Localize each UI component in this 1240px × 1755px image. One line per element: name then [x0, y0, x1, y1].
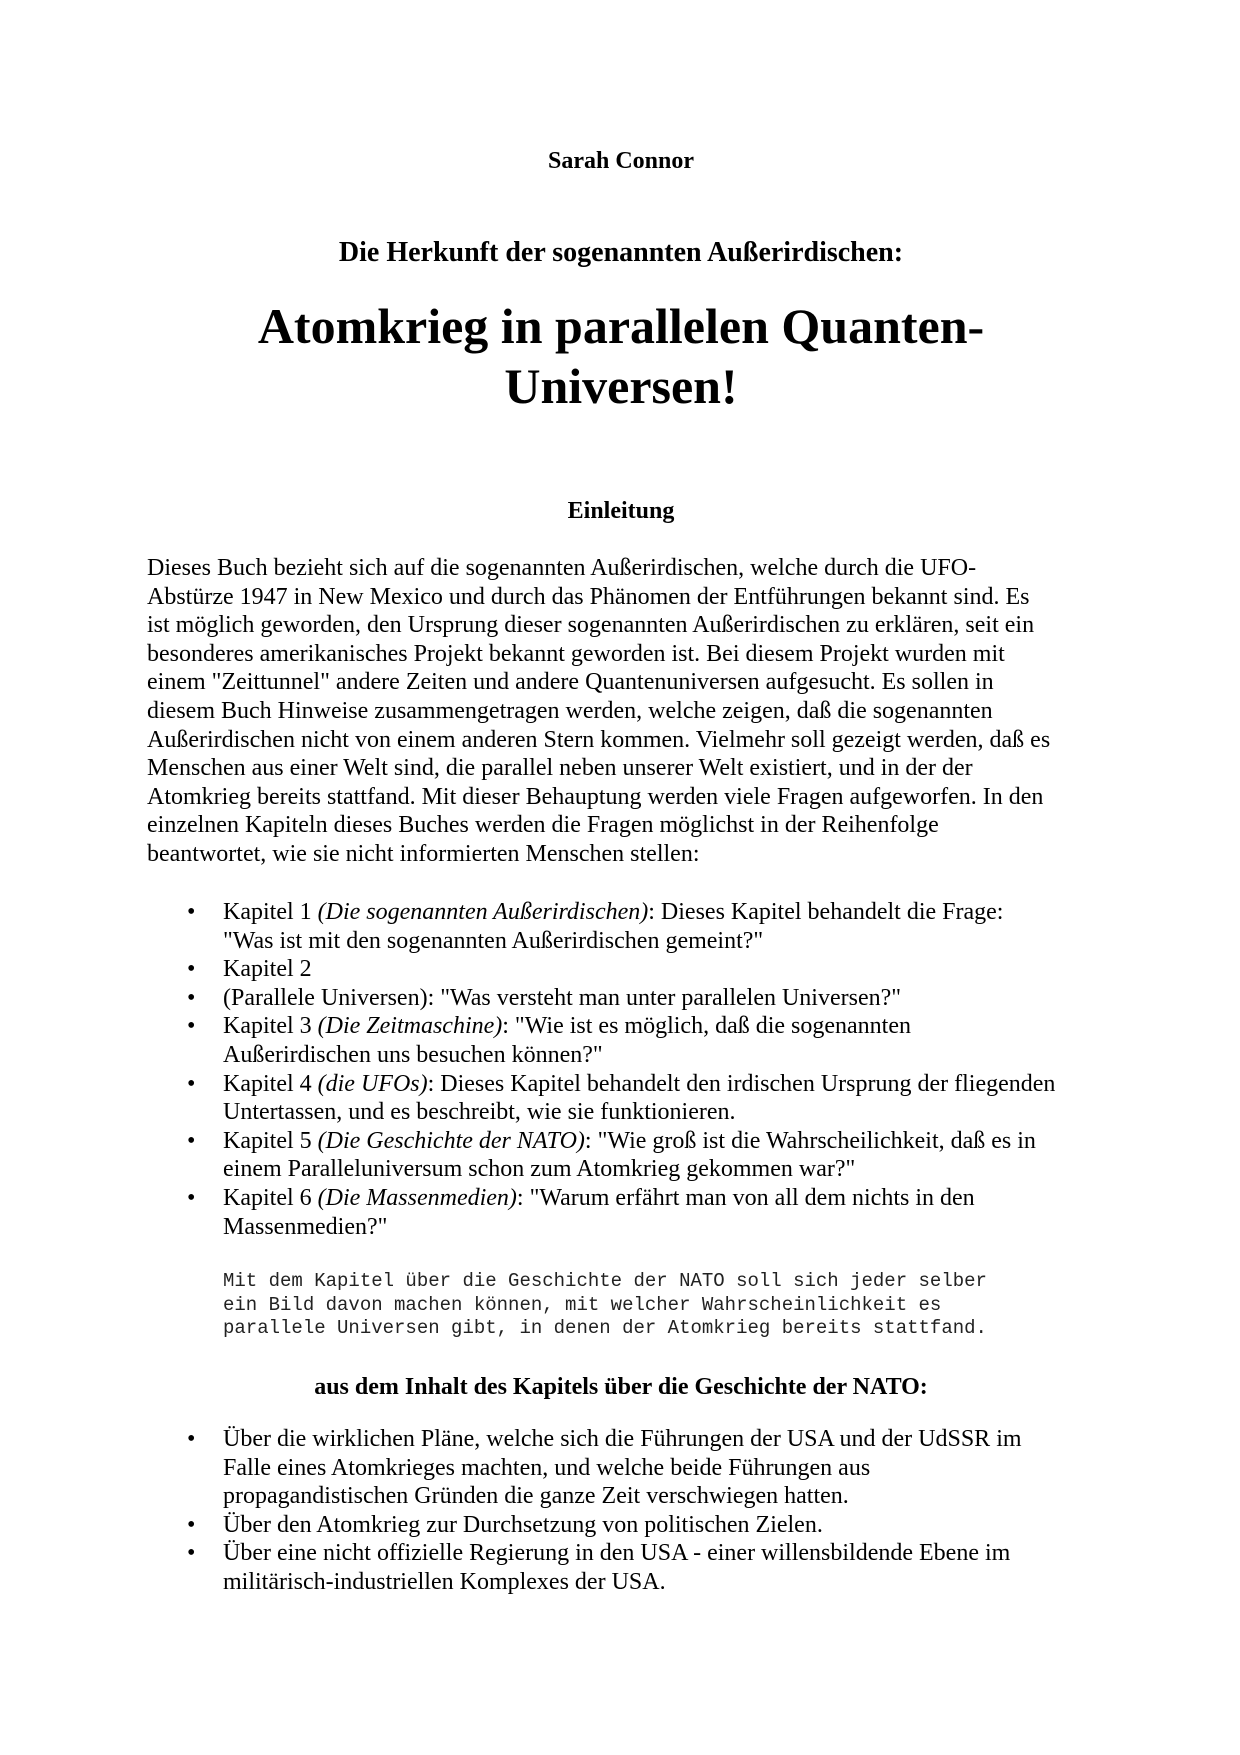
preformatted-note — [223, 1270, 1095, 1341]
contents-line: militärisch-industriellen Komplexes der USA. — [223, 1568, 666, 1595]
contents-list — [147, 1425, 1095, 1597]
chapter-description: : "Wie groß ist die Wahrscheilichkeit, daß es in — [584, 1127, 1036, 1154]
bullet-icon: • — [187, 1184, 196, 1211]
subtitle: Die Herkunft der sogenannten Außerirdischen: — [338, 237, 904, 268]
bullet-icon: • — [187, 1426, 196, 1452]
chapter-item-4 — [147, 1070, 1095, 1127]
bullet-icon: • — [187, 1511, 196, 1538]
contents-line: Über die wirklichen Pläne, welche sich die Führungen der USA und der UdSSR im — [223, 1426, 1022, 1452]
chapter-description: : "Warum erfährt man von all dem nichts in den — [516, 1184, 975, 1211]
chapter-description-cont: einem Paralleluniversum schon zum Atomkrieg gekommen war?" — [223, 1156, 856, 1183]
chapter-list — [147, 898, 1095, 1241]
chapter-label: Kapitel 5 — [223, 1127, 318, 1154]
intro-line: Außerirdischen nicht von einem anderen Stern kommen. Vielmehr soll gezeigt werden, daß es — [147, 726, 1051, 753]
chapter-label: Kapitel 3 — [223, 1013, 318, 1040]
title-line-1: Atomkrieg in parallelen Quanten- — [257, 298, 985, 354]
note-line: Mit dem Kapitel über die Geschichte der NATO soll sich jeder selber — [223, 1270, 987, 1292]
chapter-description-cont: Untertassen, und es beschreibt, wie sie funktionieren. — [223, 1099, 736, 1126]
chapter-item-5 — [147, 1127, 1095, 1184]
chapter-topic: (Die sogenannten Außerirdischen) — [317, 899, 649, 925]
chapter-label: Kapitel 1 — [223, 899, 318, 925]
contents-item-1 — [147, 1425, 1095, 1511]
intro-line: Abstürze 1947 in New Mexico und durch das Phänomen der Entführungen bekannt sind. Es — [147, 583, 1030, 610]
intro-line: besonderes amerikanisches Projekt bekannt geworden ist. Bei diesem Projekt wurden mit — [147, 640, 1005, 667]
intro-line: Dieses Buch bezieht sich auf die sogenannten Außerirdischen, welche durch die UFO- — [147, 555, 977, 581]
intro-line: beantwortet, wie sie nicht informierten Menschen stellen: — [147, 840, 700, 867]
chapter-item-1 — [147, 898, 1095, 955]
chapter-item-3 — [147, 1012, 1095, 1069]
intro-line: einem "Zeittunnel" andere Zeiten und andere Quantenuniversen aufgesucht. Es sollen in — [147, 669, 994, 696]
bullet-icon: • — [187, 984, 196, 1011]
chapter-description-cont: Massenmedien?" — [223, 1213, 388, 1240]
contents-item-3 — [147, 1539, 1095, 1596]
contents-heading: aus dem Inhalt des Kapitels über die Geschichte der NATO: — [314, 1374, 928, 1400]
chapter-topic: (die UFOs) — [317, 1070, 428, 1097]
intro-line: Menschen aus einer Welt sind, die parallel neben unserer Welt existiert, und in der der — [147, 755, 973, 782]
intro-line: Atomkrieg bereits stattfand. Mit dieser Behauptung werden viele Fragen aufgeworfen. In den — [147, 783, 1044, 810]
contents-line: Falle eines Atomkrieges machten, und welche beide Führungen aus — [223, 1454, 871, 1481]
chapter-label: Kapitel 6 — [223, 1184, 318, 1211]
contents-line: Über eine nicht offizielle Regierung in den USA - einer willensbildende Ebene im — [223, 1540, 1011, 1567]
contents-line: propagandistischen Gründen die ganze Zeit verschwiegen hatten. — [223, 1483, 849, 1510]
intro-line: diesem Buch Hinweise zusammengetragen werden, welche zeigen, daß die sogenannten — [147, 697, 993, 724]
chapter-topic: (Die Zeitmaschine) — [317, 1013, 503, 1040]
bullet-icon: • — [187, 1540, 196, 1567]
chapter-description-cont: "Was ist mit den sogenannten Außerirdischen gemeint?" — [223, 927, 764, 954]
intro-heading: Einleitung — [567, 498, 675, 524]
intro-line: einzelnen Kapiteln dieses Buches werden die Fragen möglichst in der Reihenfolge — [147, 812, 939, 839]
chapter-description: : "Wie ist es möglich, daß die sogenannten — [502, 1013, 912, 1040]
bullet-icon: • — [187, 1070, 196, 1097]
chapter-description: : Dieses Kapitel behandelt die Frage: — [648, 899, 1004, 925]
page-title — [147, 296, 1095, 416]
chapter-label: Kapitel 4 — [223, 1070, 318, 1097]
bullet-icon: • — [187, 899, 196, 925]
contents-line: Über den Atomkrieg zur Durchsetzung von politischen Zielen. — [223, 1511, 823, 1538]
chapter-item-6 — [147, 1184, 1095, 1241]
chapter-item-2-description — [147, 984, 1095, 1013]
title-line-2: Universen! — [504, 358, 738, 414]
note-line: ein Bild davon machen können, mit welcher Wahrscheinlichkeit es — [223, 1293, 942, 1316]
chapter-label: Kapitel 2 — [223, 956, 312, 983]
chapter-description: (Parallele Universen): "Was versteht man unter parallelen Universen?" — [223, 984, 902, 1011]
intro-line: ist möglich geworden, den Ursprung dieser sogenannten Außerirdischen zu erklären, seit ein — [147, 612, 1035, 639]
note-line: parallele Universen gibt, in denen der Atomkrieg bereits stattfand. — [223, 1317, 987, 1339]
bullet-icon: • — [187, 1127, 196, 1154]
bullet-icon: • — [187, 956, 196, 983]
author-name: Sarah Connor — [547, 148, 695, 174]
chapter-item-2 — [147, 955, 1095, 984]
chapter-description: : Dieses Kapitel behandelt den irdischen Ursprung der fliegenden — [427, 1070, 1056, 1097]
chapter-topic: (Die Massenmedien) — [317, 1184, 517, 1211]
contents-item-2 — [147, 1511, 1095, 1540]
chapter-description-cont: Außerirdischen uns besuchen können?" — [223, 1041, 603, 1068]
intro-paragraph — [147, 554, 1095, 869]
bullet-icon: • — [187, 1013, 196, 1040]
chapter-topic: (Die Geschichte der NATO) — [317, 1127, 585, 1154]
